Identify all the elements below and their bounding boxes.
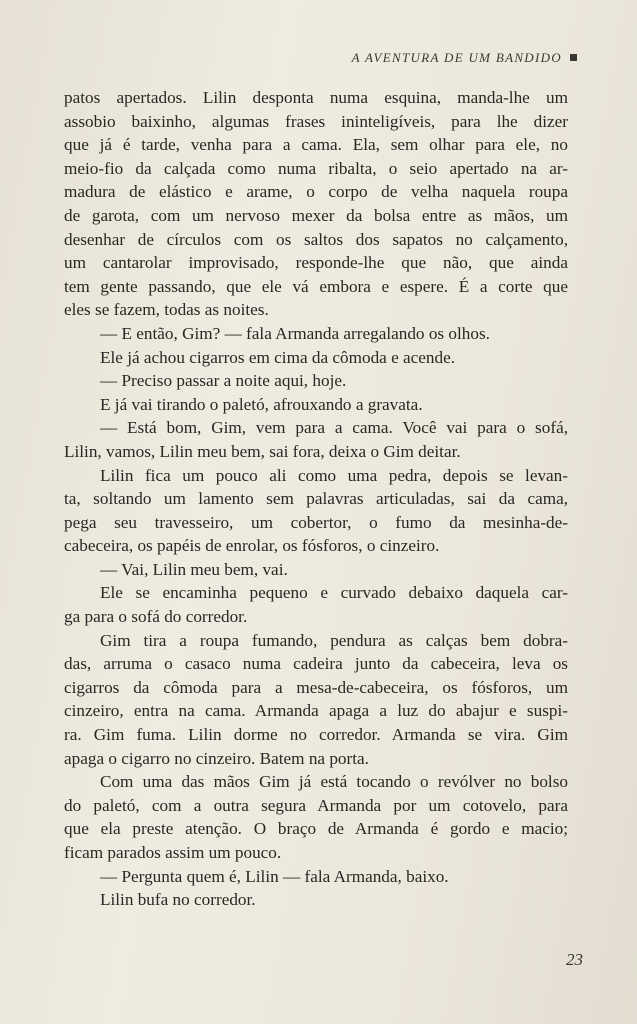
text-line: ficam parados assim um pouco. [64, 843, 282, 862]
text-line: Lilin fica um pouco ali como uma pedra, depois se levan- [100, 465, 568, 485]
text-line: assobio baixinho, algumas frases ininteligíveis, para lhe dizer [64, 111, 568, 131]
text-line: pega seu travesseiro, um cobertor, o fumo da mesinha-de- [64, 512, 568, 532]
text-line: meio-fio da calçada como numa ribalta, o seio apertado na ar- [64, 158, 568, 178]
text-line: Ele se encaminha pequeno e curvado debaixo daquela car- [100, 583, 568, 603]
text-line: ra. Gim fuma. Lilin dorme no corredor. Armanda se vira. Gim [64, 725, 568, 745]
body-text [64, 86, 568, 912]
text-line: cigarros da cômoda para a mesa-de-cabeceira, os fósforos, um [64, 677, 568, 697]
text-line: do paletó, com a outra segura Armanda por um cotovelo, para [64, 795, 568, 815]
text-line: cinzeiro, entra na cama. Armanda apaga a luz do abajur e suspi- [64, 701, 568, 721]
text-line: — Vai, Lilin meu bem, vai. [100, 559, 288, 579]
text-line: — Preciso passar a noite aqui, hoje. [100, 371, 347, 391]
text-line: das, arruma o casaco numa cadeira junto da cabeceira, leva os [64, 654, 568, 674]
text-line: tem gente passando, que ele vá embora e espere. É a corte que [64, 276, 568, 296]
text-line: Lilin, vamos, Lilin meu bem, sai fora, deixa o Gim deitar. [64, 441, 461, 461]
text-line: cabeceira, os papéis de enrolar, os fósforos, o cinzeiro. [64, 536, 440, 556]
text-line: um cantarolar improvisado, responde-lhe que não, que ainda [64, 253, 568, 273]
text-line: desenhar de círculos com os saltos dos sapatos no calçamento, [64, 229, 568, 249]
text-line: — E então, Gim? — fala Armanda arregalando os olhos. [100, 323, 490, 343]
text-line: eles se fazem, todas as noites. [64, 300, 269, 320]
text-line: ta, soltando um lamento sem palavras articuladas, sai da cama, [64, 489, 568, 509]
page-number: 23 [566, 950, 583, 969]
text-line: Ele já achou cigarros em cima da cômoda e acende. [100, 347, 456, 367]
text-line: Lilin bufa no corredor. [100, 890, 256, 910]
text-line: ga para o sofá do corredor. [64, 607, 248, 627]
text-line: que já é tarde, venha para a cama. Ela, sem olhar para ele, no [64, 135, 568, 155]
running-head-title: A AVENTURA DE UM BANDIDO [351, 50, 562, 65]
text-line: — Pergunta quem é, Lilin — fala Armanda, baixo. [100, 866, 449, 886]
text-line: — Está bom, Gim, vem para a cama. Você vai para o sofá, [100, 418, 568, 438]
text-line: apaga o cigarro no cinzeiro. Batem na porta. [64, 748, 369, 768]
text-line: E já vai tirando o paletó, afrouxando a gravata. [100, 394, 423, 414]
square-ornament-icon [570, 54, 577, 61]
text-line: madura de elástico e arame, o corpo de velha naquela roupa [64, 182, 568, 202]
text-line: patos apertados. Lilin desponta numa esquina, manda-lhe um [64, 88, 568, 107]
text-line: que ela preste atenção. O braço de Armanda é gordo e macio; [64, 819, 568, 839]
text-line: Com uma das mãos Gim já está tocando o revólver no bolso [100, 772, 568, 792]
text-line: de garota, com um nervoso mexer da bolsa entre as mãos, um [64, 205, 568, 225]
running-head [352, 50, 577, 66]
text-line: Gim tira a roupa fumando, pendura as calças bem dobra- [100, 630, 568, 650]
